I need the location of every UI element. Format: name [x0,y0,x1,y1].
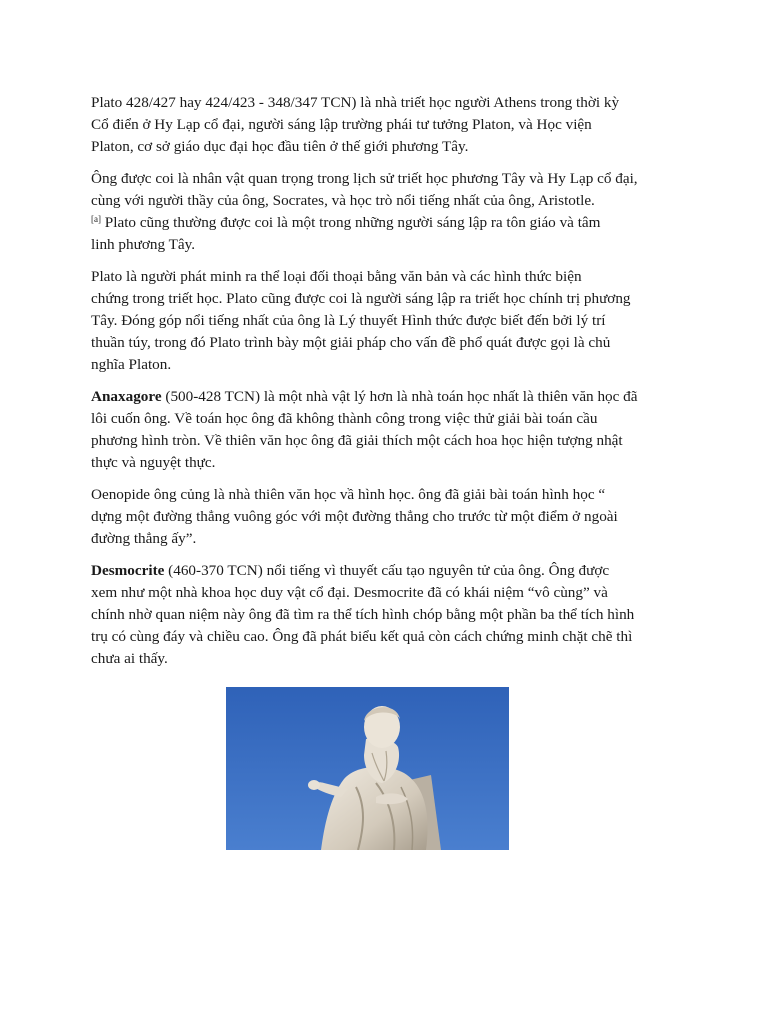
text-fragment: Plato cũng thường được coi là một trong những người sáng lập ra tôn giáo và tâm [101,214,601,231]
text-line: Platon, cơ sở giáo dục đại học đầu tiên ở thế giới phương Tây. [91,138,469,155]
text-line [91,212,687,234]
text-line: dựng một đường thẳng vuông góc với một đường thẳng cho trước từ một điểm ở ngoài [91,508,618,525]
paragraph-plato-intro [91,92,687,158]
text-line: lôi cuốn ông. Về toán học ông đã không thành công trong việc thử giải bài toán cầu [91,410,598,427]
text-line: Ông được coi là nhân vật quan trọng trong lịch sử triết học phương Tây và Hy Lạp cổ đại, [91,170,638,187]
footnote-link[interactable]: [a] [91,214,101,224]
text-line [91,560,687,582]
text-fragment: (460-370 TCN) nổi tiếng vì thuyết cấu tạo nguyên tử của ông. Ông được [164,562,610,579]
statue-illustration [226,687,509,850]
text-line: cùng với người thầy của ông, Socrates, và học trò nổi tiếng nhất của ông, Aristotle. [91,192,595,209]
name-desmocrite: Desmocrite [91,562,165,579]
paragraph-anaxagore [91,386,687,474]
text-line: Tây. Đóng góp nổi tiếng nhất của ông là Lý thuyết Hình thức được biết đến bởi lý trí [91,312,606,329]
text-line: chưa ai thấy. [91,650,168,667]
text-line: thực và nguyệt thực. [91,454,216,471]
text-line: đường thẳng ấy”. [91,530,197,547]
name-anaxagore: Anaxagore [91,388,162,405]
text-line: trụ có cùng đáy và chiều cao. Ông đã phát biểu kết quả còn cách chứng minh chặt chẽ thì [91,628,633,645]
paragraph-plato-importance [91,168,687,256]
text-line: chứng trong triết học. Plato cũng được coi là người sáng lập ra triết học chính trị phương [91,290,631,307]
text-line: Plato là người phát minh ra thể loại đối thoại bằng văn bản và các hình thức biện [91,268,582,285]
text-line: chính nhờ quan niệm này ông đã tìm ra thể tích hình chóp bằng một phần ba thể tích hình [91,606,635,623]
text-line: linh phương Tây. [91,236,196,253]
text-line: phương hình tròn. Về thiên văn học ông đã giải thích một cách hoa học hiện tượng nhật [91,432,623,449]
text-line: Oenopide ông củng là nhà thiên văn học vầ hình học. ông đã giải bài toán hình học “ [91,486,606,503]
text-line: Plato 428/427 hay 424/423 - 348/347 TCN) là nhà triết học người Athens trong thời kỳ [91,94,620,111]
paragraph-oenopide [91,484,687,550]
paragraph-plato-dialogue [91,266,687,376]
text-line: Cổ điển ở Hy Lạp cổ đại, người sáng lập trường phái tư tưởng Platon, và Học viện [91,116,592,133]
text-line [91,386,687,408]
text-line: nghĩa Platon. [91,356,172,373]
paragraph-desmocrite [91,560,687,670]
text-line: xem như một nhà khoa học duy vật cổ đại. Desmocrite đã có khái niệm “vô cùng” và [91,584,608,601]
text-fragment: (500-428 TCN) là một nhà vật lý hơn là nhà toán học nhất là thiên văn học đã [161,388,638,405]
document-body [91,92,687,680]
text-line: thuần túy, trong đó Plato trình bày một giải pháp cho vấn đề phổ quát được gọi là chủ [91,334,611,351]
plato-statue-image [226,687,509,850]
